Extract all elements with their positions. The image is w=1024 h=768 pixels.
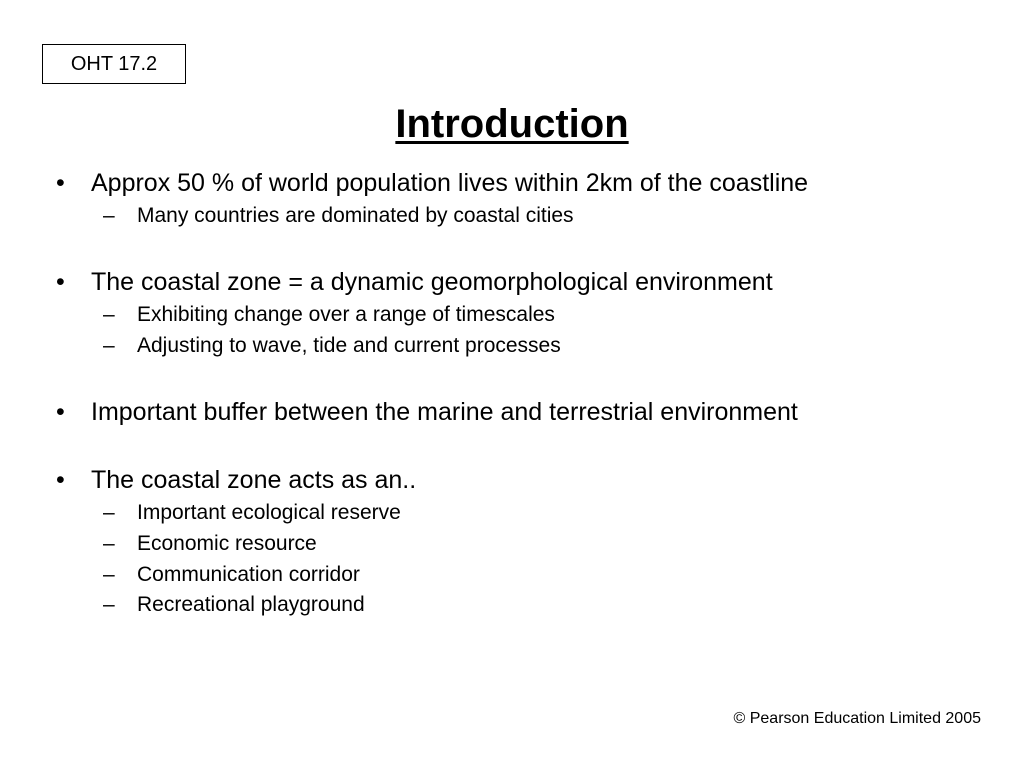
- dash-marker: –: [103, 593, 115, 616]
- bullet-marker: •: [56, 169, 65, 197]
- bullet-marker: •: [56, 268, 65, 296]
- sub-bullet-text: Recreational playground: [137, 593, 365, 616]
- dash-marker: –: [103, 532, 115, 555]
- sub-bullet-text: Many countries are dominated by coastal cities: [137, 204, 574, 227]
- bullet-text: Approx 50 % of world population lives within 2km of the coastline: [91, 169, 809, 197]
- dash-marker: –: [103, 303, 115, 326]
- slide-number-label: OHT 17.2: [42, 44, 186, 84]
- sub-bullet-text: Communication corridor: [137, 563, 360, 586]
- slide-title: Introduction: [395, 102, 629, 146]
- dash-marker: –: [103, 204, 115, 227]
- sub-bullet-text: Economic resource: [137, 532, 317, 555]
- sub-bullet-text: Adjusting to wave, tide and current processes: [137, 334, 561, 357]
- sub-bullet-text: Exhibiting change over a range of timescales: [137, 303, 555, 326]
- bullet-marker: •: [56, 398, 65, 426]
- copyright-footer: © Pearson Education Limited 2005: [733, 710, 981, 727]
- bullet-text: Important buffer between the marine and terrestrial environment: [91, 398, 798, 426]
- dash-marker: –: [103, 501, 115, 524]
- bullet-marker: •: [56, 466, 65, 494]
- bullet-text: The coastal zone acts as an..: [91, 466, 417, 494]
- dash-marker: –: [103, 563, 115, 586]
- sub-bullet-text: Important ecological reserve: [137, 501, 401, 524]
- bullet-text: The coastal zone = a dynamic geomorphological environment: [91, 268, 773, 296]
- dash-marker: –: [103, 334, 115, 357]
